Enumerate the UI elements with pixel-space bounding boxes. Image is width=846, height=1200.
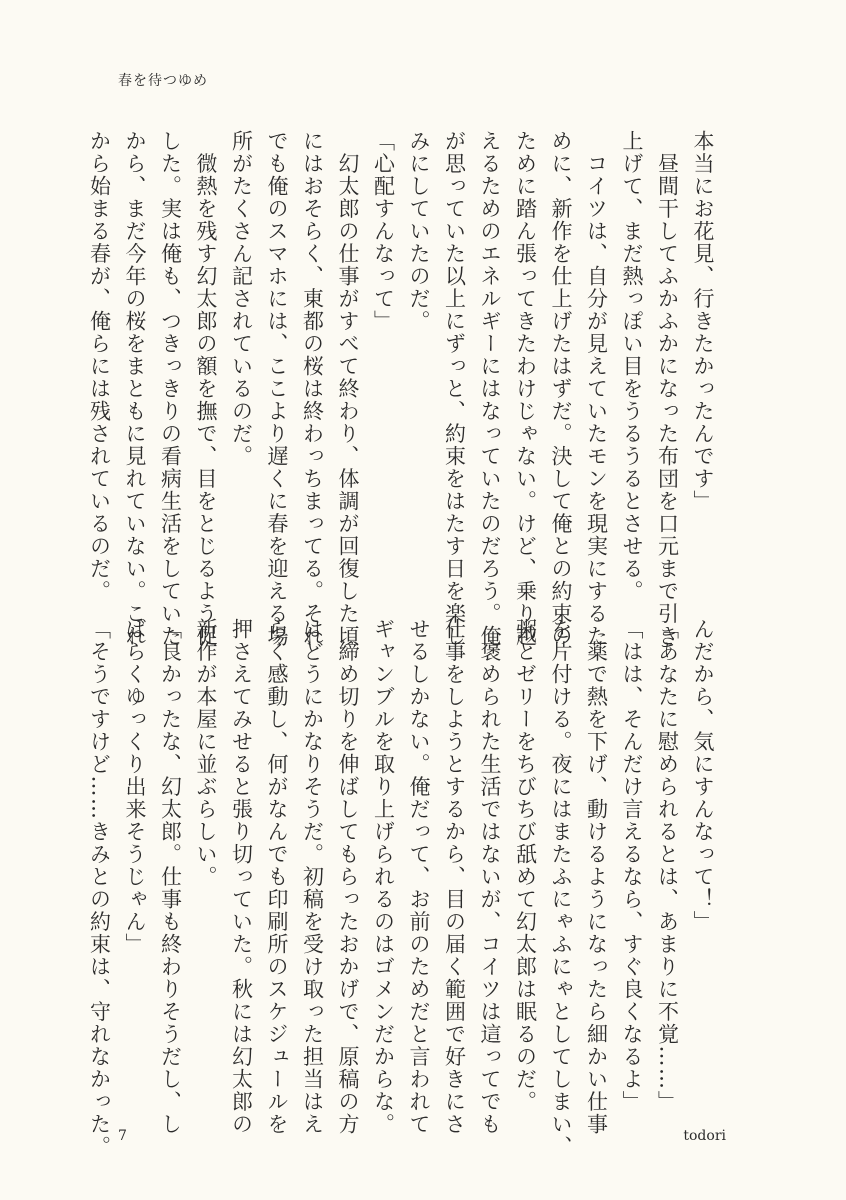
text-line: んだから、気にすんなって！」 [691,618,715,933]
text-line: 締め切りを伸ばしてもらったおかげで、原稿の方 [336,618,360,1136]
text-line: 上げて、まだ熱っぽい目をうるうるとさせる。 [620,130,644,603]
text-line: ために踏ん張ってきたわけじゃない。けど、乗り越 [513,130,538,648]
text-line: はどうにかなりそうだ。初稿を受け取った担当はえ [300,618,325,1136]
text-line: から始まる春が、俺らには残されているのだ。 [87,130,112,603]
text-line: 「心配すんなって」 [371,130,396,333]
text-line: 昼間干してふかふかになった布団を口元まで引き [655,130,680,648]
text-line: 「はは、そんだけ言えるなら、すぐ良くなるよ」 [620,618,644,1113]
text-line: 所がたくさん記されているのだ。 [229,130,254,468]
text-line: 本当にお花見、行きたかったんです」 [691,130,715,513]
text-line: 押さえてみせると張り切っていた。秋には幻太郎の [229,618,254,1136]
text-line: にはおそらく、東都の桜は終わっちまってる。それ [300,130,325,648]
text-line: みにしていたのだ。 [407,130,431,333]
author-name: todori [683,1128,726,1144]
text-line: めに、新作を仕上げたはずだ。決して俺との約束の [549,130,573,648]
text-line: から、まだ今年の桜をまともに見れていない。これ [123,130,147,648]
text-line: らく感動し、何がなんでも印刷所のスケジュールを [265,618,289,1136]
page-number: 7 [118,1128,127,1144]
text-line: を片付ける。夜にはまたふにゃふにゃとしてしまい、 [549,618,573,1158]
text-line: えるためのエネルギーにはなっていたのだろう。俺 [478,130,502,648]
text-line: 「そうですけど……きみとの約束は、守れなかった。 [87,618,112,1158]
text-block-upper [87,130,720,648]
text-line: 幻太郎の仕事がすべて終わり、体調が回復した頃 [336,130,360,648]
text-line: コイツは、自分が見えていたモンを現実にするた [584,130,609,648]
text-line: が思っていた以上にずっと、約束をはたす日を楽し [442,130,467,648]
text-line: ギャンブルを取り上げられるのはゴメンだからな。 [371,618,396,1136]
text-line: 「良かったな、幻太郎。仕事も終わりそうだし、し [158,618,183,1136]
text-line: ばらくゆっくり出来そうじゃん」 [123,618,147,956]
text-line: 新作が本屋に並ぶらしい。 [194,618,218,888]
text-line: でも俺のスマホには、ここより遅くに春を迎える場 [265,130,289,648]
text-line: 薬で熱を下げ、動けるようになったら細かい仕事 [584,618,609,1136]
text-line: した。実は俺も、つきっきりの看病生活をしていた [158,130,183,648]
text-line: 粥とゼリーをちびちび舐めて幻太郎は眠るのだ。 [513,618,538,1113]
text-line: せるしかない。俺だって、お前のためだと言われて [407,618,431,1136]
text-line: 微熱を残す幻太郎の額を撫で、目をとじるよう促 [194,130,218,648]
text-line: 褒められた生活ではないが、コイツは這ってでも [478,618,502,1136]
text-line: 仕事をしようとするから、目の届く範囲で好きにさ [442,618,467,1136]
running-head: 春を待つゆめ [118,73,208,89]
text-line: 「あなたに慰められるとは、あまりに不覚……」 [655,618,680,1113]
